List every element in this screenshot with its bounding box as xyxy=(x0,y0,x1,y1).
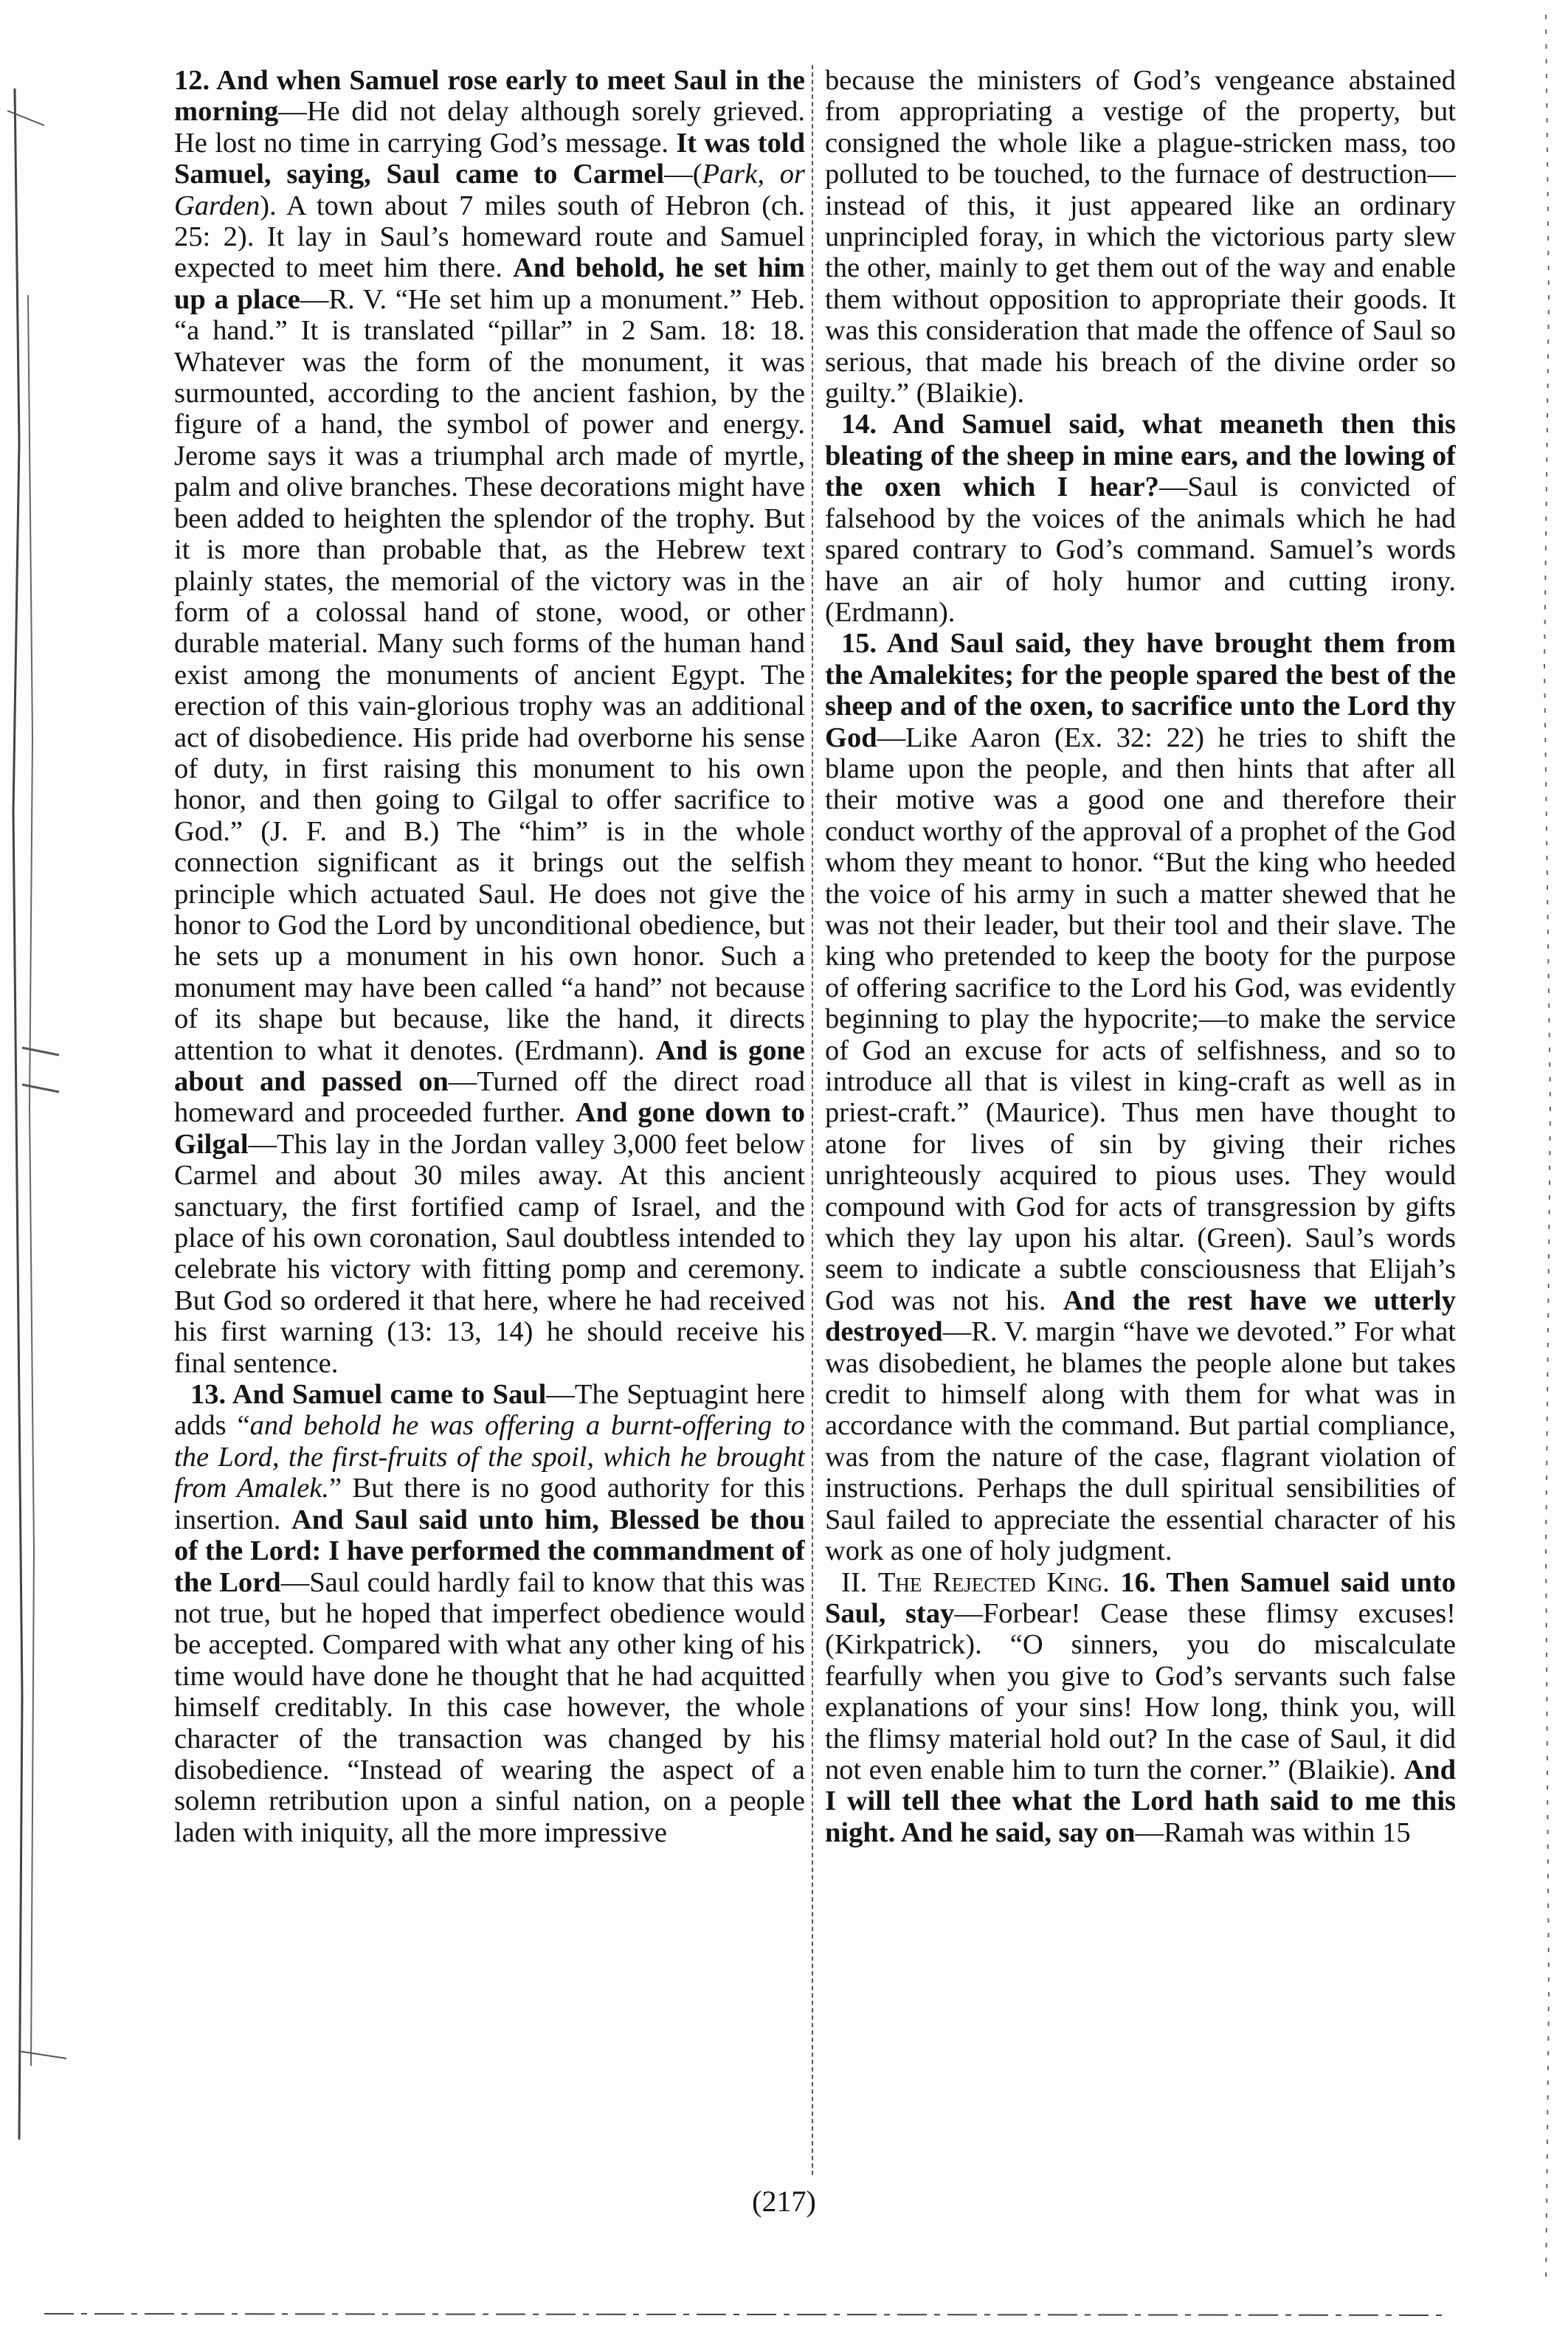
bold-text-segment: 13. And Samuel came to Saul xyxy=(190,1379,547,1411)
left-column xyxy=(174,65,805,2175)
paragraph xyxy=(825,409,1456,628)
bold-text-segment: 16. Then Samuel said unto Saul, stay xyxy=(825,1566,1456,1629)
paragraph xyxy=(825,65,1456,409)
column-divider xyxy=(812,65,815,2175)
text-segment xyxy=(1110,1567,1121,1598)
bold-text-segment: 15. And Saul said, they have brought them from the Amalekites; for the people spared the best of the sheep and of the oxen, to sacrifice unto the Lord thy God xyxy=(825,628,1456,753)
paragraph xyxy=(825,1567,1456,1849)
bottom-edge-mark xyxy=(44,2309,1446,2318)
text-segment: —Saul could hardly fail to know that this was not true, but he hoped that imperfect obedience would be accepted. Compared with what any other king of his time would have done he thought that he had acquitted himself creditably. In this case however, the whole character of the transaction was changed by his disobedience. “Instead of wearing the aspect of a solemn retribution upon a sinful nation, on a people laden with iniquity, all the more impressive xyxy=(174,1566,805,1848)
italic-text-segment: and behold he was offering a burnt-offering to the Lord, the first-fruits of the spoil, which he brought from Amalek. xyxy=(174,1410,805,1504)
text-segment: —Ramah was within 15 xyxy=(1135,1816,1411,1848)
text-segment: —R. V. “He set him up a monument.” Heb. “a hand.” It is translated “pillar” in 2 Sam. 18: 18. Whatever was the form of the monument, it was surmounted, according to the ancient fashion, by the figure of a hand, the symbol of power and energy. Jerome says it was a triumphal arch made of myrtle, palm and olive branches. These decorations might have been added to heighten the splendor of the trophy. But it is more than probable that, as the Hebrew text plainly states, the memorial of the victory was in the form of a colossal hand of stone, wood, or other durable material. Many such forms of the human hand exist among the monuments of ancient Egypt. The erection of this vain-glorious trophy was an additional act of disobedience. His pride had overborne his sense of duty, in first raising this monument to his own honor, and then going to Gilgal to offer sacrifice to God.” (J. F. and B.) The “him” is in the whole connection significant as it brings out the selfish principle which actuated Saul. He does not give the honor to God the Lord by unconditional obedience, but he sets up a monument in his own honor. Such a monument may have been called “a hand” not because of its shape but because, like the hand, it directs attention to what it denotes. (Erdmann). xyxy=(174,283,805,1066)
text-segment: ” But there is no good authority for this insertion. xyxy=(174,1473,805,1535)
text-segment: —The Septuagint here adds “ xyxy=(174,1379,805,1442)
binding-edge-right xyxy=(1502,0,1568,2344)
italic-text-segment: Park, or Garden xyxy=(174,159,805,221)
page-number: (217) xyxy=(752,2185,816,2218)
text-segment: II. xyxy=(841,1566,878,1598)
text-segment: —He did not delay although sorely grieved. He lost no time in carrying God’s message. xyxy=(174,96,805,159)
text-segment: —This lay in the Jordan valley 3,000 feet below Carmel and about 30 miles away. At this ancient sanctuary, the first fortified camp of Israel, and the place of his own coronation, Saul doubtless intended to celebrate his victory with fitting pomp and ceremony. But God so ordered it that here, where he had received his first warning (13: 13, 14) he should receive his final sentence. xyxy=(174,1128,805,1379)
bold-text-segment: It was told Samuel, saying, Saul came to Carmel xyxy=(174,127,805,190)
paragraph xyxy=(174,1379,805,1848)
text-segment: because the ministers of God’s vengeance abstained from appropriating a vestige of the property, but consigned the whole like a plague-stricken mass, too polluted to be touched, to the furnace of destruction—instead of this, it just appeared like an ordinary unprincipled foray, in which the victorious party slew the other, mainly to get them out of the way and enable them without opposition to appropriate their goods. It was this consideration that made the offence of Saul so serious, that made his breach of the divine order so guilty.” (Blaikie). xyxy=(825,65,1456,409)
text-segment: —Forbear! Cease these flimsy excuses! (Kirkpatrick). “O sinners, you do miscalculate fearfully when you give to God’s servants such false explanations of your sins! How long, think you, will the flimsy material hold out? In the case of Saul, it did not even enable him to turn the corner.” (Blaikie). xyxy=(825,1597,1456,1785)
small-caps-heading: The Rejected King. xyxy=(877,1566,1110,1598)
bold-text-segment: And Saul said unto him, Blessed be thou of the Lord: I have performed the commandment of the Lord xyxy=(174,1504,805,1598)
paragraph xyxy=(825,628,1456,1566)
bold-text-segment: And is gone about and passed on xyxy=(174,1034,805,1097)
bold-text-segment: And behold, he set him up a place xyxy=(174,252,805,315)
paragraph xyxy=(174,65,805,1379)
text-segment: —Like Aaron (Ex. 32: 22) he tries to shift the blame upon the people, and then hints that after all their motive was a good one and therefore their conduct worthy of the approval of a prophet of the God whom they meant to honor. “But the king who heeded the voice of his army in such a matter shewed that he was not their leader, but their tool and their slave. The king who pretended to keep the booty for the purpose of offering sacrifice to the Lord his God, was evidently beginning to play the hypocrite;—to make the service of God an excuse for acts of selfishness, and so to introduce all that is vilest in king-craft as well as in priest-craft.” (Maurice). Thus men have thought to atone for lives of sin by giving their riches unrighteously acquired to pious uses. They would compound with God for acts of transgression by gifts which they lay upon his altar. (Green). Saul’s words seem to indicate a subtle consciousness that Elijah’s God was not his. xyxy=(825,722,1456,1316)
text-segment: —R. V. margin “have we devoted.” For what was disobedient, he blames the people alone but takes credit to himself along with them for what was in accordance with the command. But partial compliance, was from the nature of the case, flagrant violation of instructions. Perhaps the dull spiritual sensibilities of Saul failed to appreciate the essential character of his work as one of holy judgment. xyxy=(825,1316,1456,1567)
text-segment: —( xyxy=(664,159,702,190)
binding-edge-left xyxy=(0,0,81,2344)
bold-text-segment: And I will tell thee what the Lord hath said to me this night. And he said, say on xyxy=(825,1754,1456,1848)
text-segment: —Saul is convicted of falsehood by the voices of the animals which he had spared contrary to God’s command. Samuel’s words have an air of holy humor and cutting irony. (Erdmann). xyxy=(825,471,1456,628)
text-segment: ). A town about 7 miles south of Hebron (ch. 25: 2). It lay in Saul’s homeward route and Samuel expected to meet him there. xyxy=(174,190,805,284)
bold-text-segment: And gone down to Gilgal xyxy=(174,1097,805,1160)
bold-text-segment: And the rest have we utterly destroyed xyxy=(825,1285,1456,1348)
right-column xyxy=(825,65,1456,2175)
bold-text-segment: 14. And Samuel said, what meaneth then this bleating of the sheep in mine ears, and the lowing of the oxen which I hear? xyxy=(825,409,1456,503)
bold-text-segment: 12. And when Samuel rose early to meet Saul in the morning xyxy=(174,65,805,128)
text-segment: —Turned off the direct road homeward and proceeded further. xyxy=(174,1066,805,1129)
